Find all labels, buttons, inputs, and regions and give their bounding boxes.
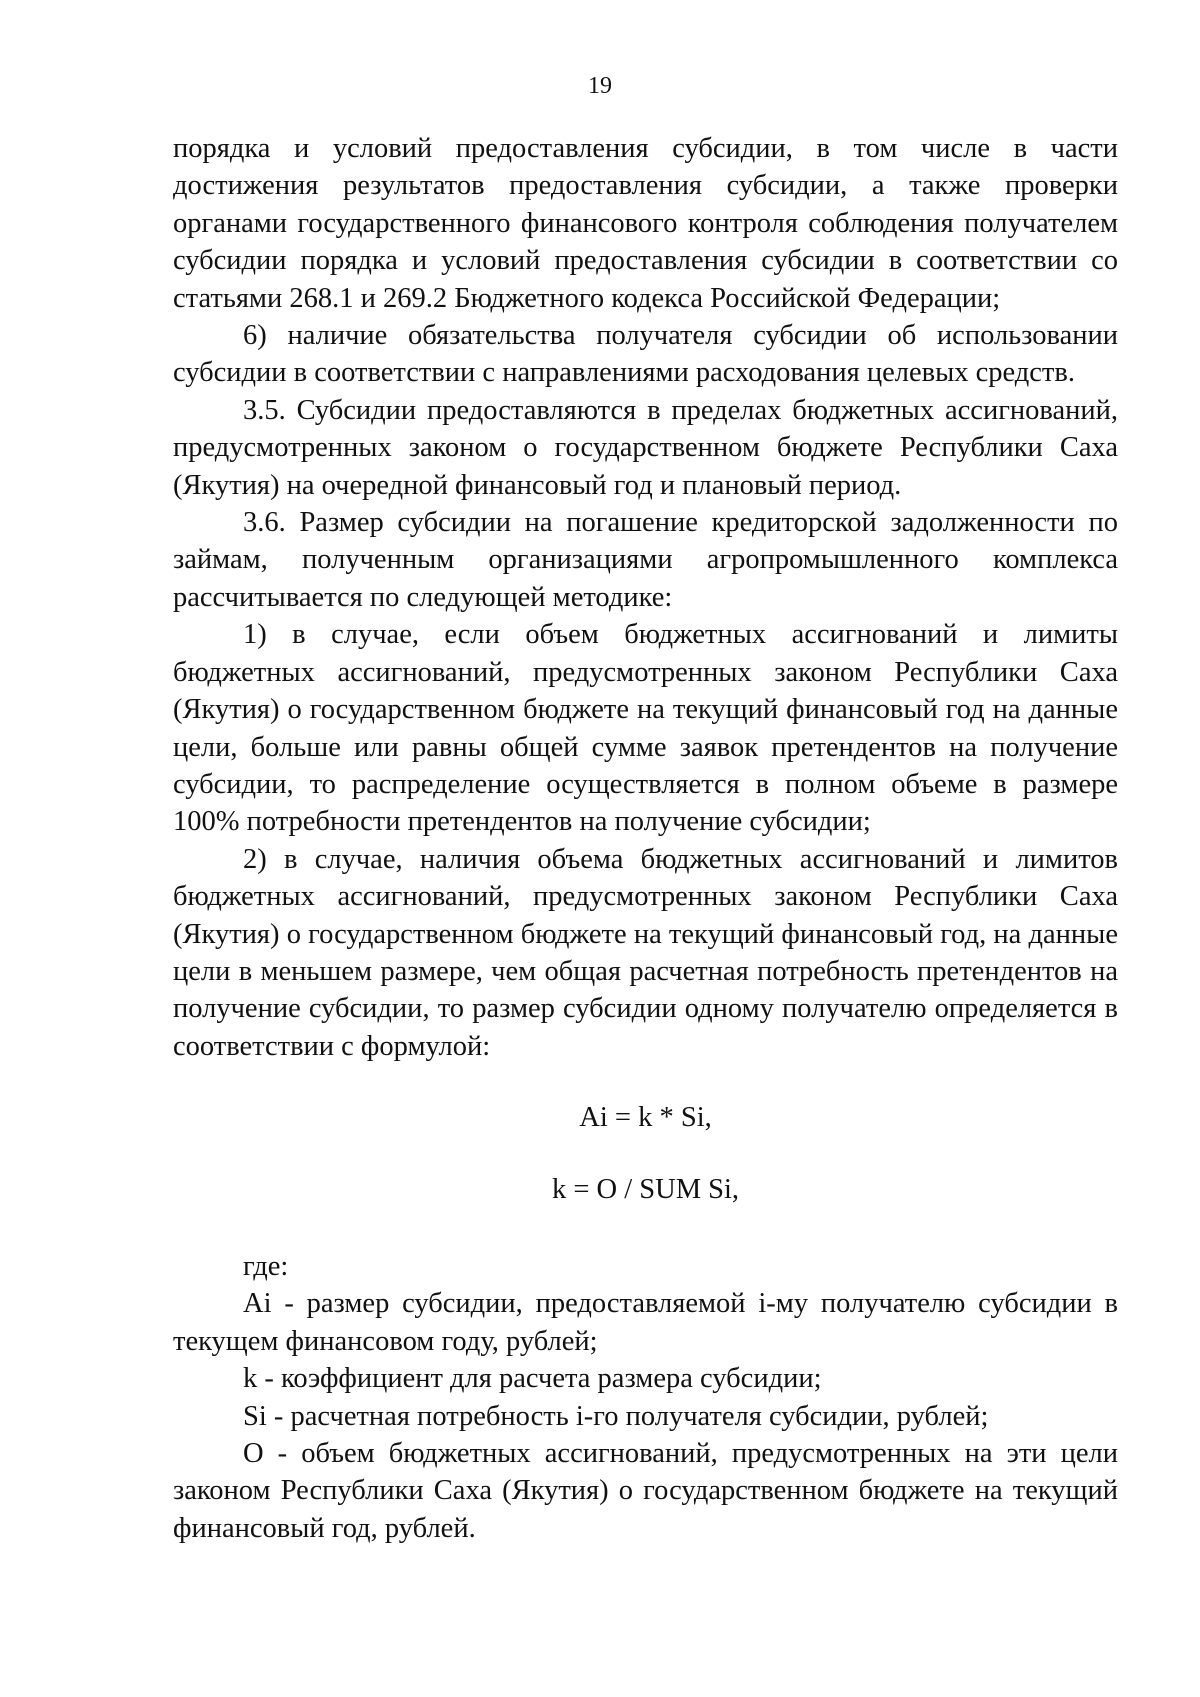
document-body [173, 130, 1118, 1547]
where-label: где: [243, 1250, 289, 1282]
paragraph-item-6: 6) наличие обязательства получателя субсидии об использовании субсидии в соответствии с направлениями расходования целевых средств. [173, 320, 1118, 389]
paragraph-3-6: 3.6. Размер субсидии на погашение кредиторской задолженности по займам, полученным организациями агропромышленного комплекса рассчитывается по следующей методике: [173, 507, 1118, 613]
formula-ai: Ai = k * Si, [579, 1102, 712, 1134]
definition-si: Si - расчетная потребность i-го получателя субсидии, рублей; [243, 1400, 989, 1432]
page-number: 19 [588, 73, 612, 99]
paragraph-3-5: 3.5. Субсидии предоставляются в пределах бюджетных ассигнований, предусмотренных законом о государственном бюджете Республики Саха (Якутия) на очередной финансовый год и плановый период. [173, 394, 1118, 501]
paragraph-case-2: 2) в случае, наличия объема бюджетных ассигнований и лимитов бюджетных ассигнований, предусмотренных законом Республики Саха (Якутия) о государственном бюджете на текущий финансовый год, на данные цели в меньшем размере, чем общая расчетная потребность претендентов на получение субсидии, то размер субсидии одному получателю определяется в соответствии с формулой: [173, 843, 1118, 1062]
paragraph-case-1: 1) в случае, если объем бюджетных ассигнований и лимиты бюджетных ассигнований, предусмотренных законом Республики Саха (Якутия) о государственном бюджете на текущий финансовый год на данные цели, больше или равны общей сумме заявок претендентов на получение субсидии, то распределение осуществляется в полном объеме в размере 100% потребности претендентов на получение субсидии; [173, 619, 1118, 838]
definition-ai: Ai - размер субсидии, предоставляемой i-му получателю субсидии в текущем финансовом году, рублей; [173, 1288, 1118, 1357]
definition-o: О - объем бюджетных ассигнований, предусмотренных на эти цели законом Республики Саха (Якутия) о государственном бюджете на текущий финансовый год, рублей. [173, 1438, 1118, 1544]
formula-k: k = O / SUM Si, [551, 1173, 740, 1205]
paragraph-continuation: порядка и условий предоставления субсидии, в том числе в части достижения результатов предоставления субсидии, а также проверки органами государственного финансового контроля соблюдения получателем субсидии порядка и условий предоставления субсидии в соответствии со статьями 268.1 и 269.2 Бюджетного кодекса Российской Федерации; [173, 133, 1118, 314]
definition-k: k - коэффициент для расчета размера субсидии; [243, 1363, 822, 1395]
